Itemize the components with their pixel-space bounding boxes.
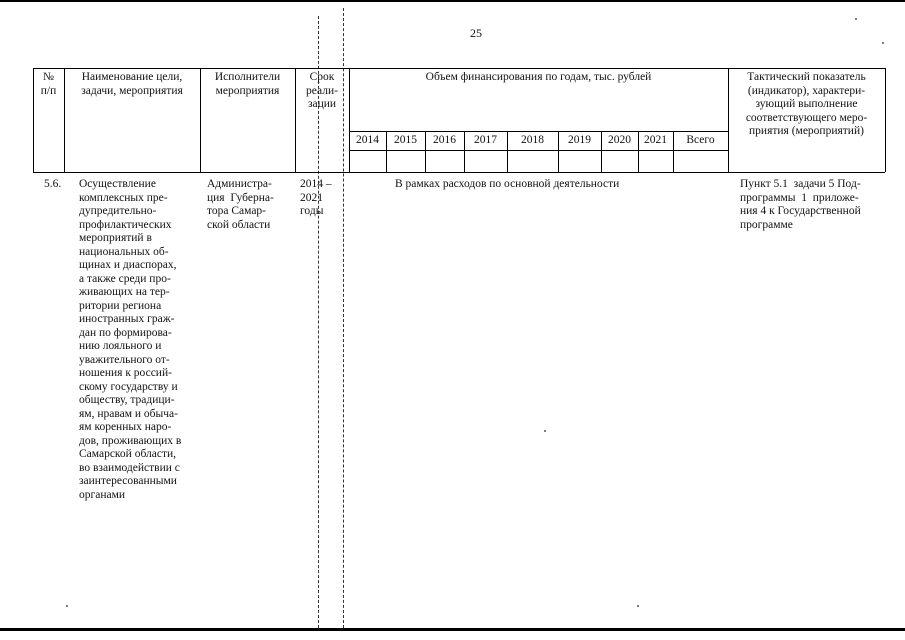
years-row-top-line [349,131,728,132]
row-term: 2014 – 2021 годы [300,178,332,217]
row-indicator: Пункт 5.1 задачи 5 Под- программы 1 приложе- ния 4 к Государственной программе [740,178,861,231]
header-term: Срок реали- зации [306,71,338,110]
year-2018: 2018 [521,134,544,146]
page-number: 25 [470,26,482,40]
year-2016: 2016 [433,134,456,146]
header-financing: Объем финансирования по годам, тыс. рублей [425,71,652,83]
col-line [885,68,886,172]
year-2021: 2021 [644,134,667,146]
row-executor: Администра- ция Губерна- тора Самар- ской области [207,178,274,231]
year-2015: 2015 [394,134,417,146]
header-num: № п/п [40,71,57,97]
row-financing: В рамках расходов по основной деятельности [395,178,620,190]
scan-artifact-dot [66,605,68,607]
header-executor: Исполнители мероприятия [214,71,281,97]
year-2019: 2019 [568,134,591,146]
header-bottom-line [33,172,885,173]
row-number: 5.6. [44,178,62,190]
year-total: Всего [686,134,715,146]
scan-artifact-dot [637,605,639,607]
top-border [0,0,905,2]
scan-artifact-dot [882,42,884,44]
row-name: Осуществление комплексных пре- дупредительно- профилактических мероприятий в национальных об- щинах и диаспорах, а также среди про- живающих на тер- ритории региона иностранных граж- дан по формирова- нию лояльного и уважительного от- ношения к россий- скому государству и обществу, традици- ям, нравам и обыча- ям коренных наро- дов, проживающих в Самарской области, во взаимодействии с заинтересованными органами [79,178,182,501]
table-top-line [33,68,885,69]
scan-artifact-dot [544,430,546,432]
header-name: Наименование цели, задачи, мероприятия [81,71,183,97]
year-2014: 2014 [356,134,379,146]
header-indicator: Тактический показатель (индикатор), характери- зующий выполнение соответствующего меро- приятия (мероприятий) [745,71,868,137]
years-row-bottom-line [349,150,728,151]
scan-artifact-dot [855,18,857,20]
year-2020: 2020 [608,134,631,146]
bottom-border [0,628,905,631]
year-2017: 2017 [474,134,497,146]
